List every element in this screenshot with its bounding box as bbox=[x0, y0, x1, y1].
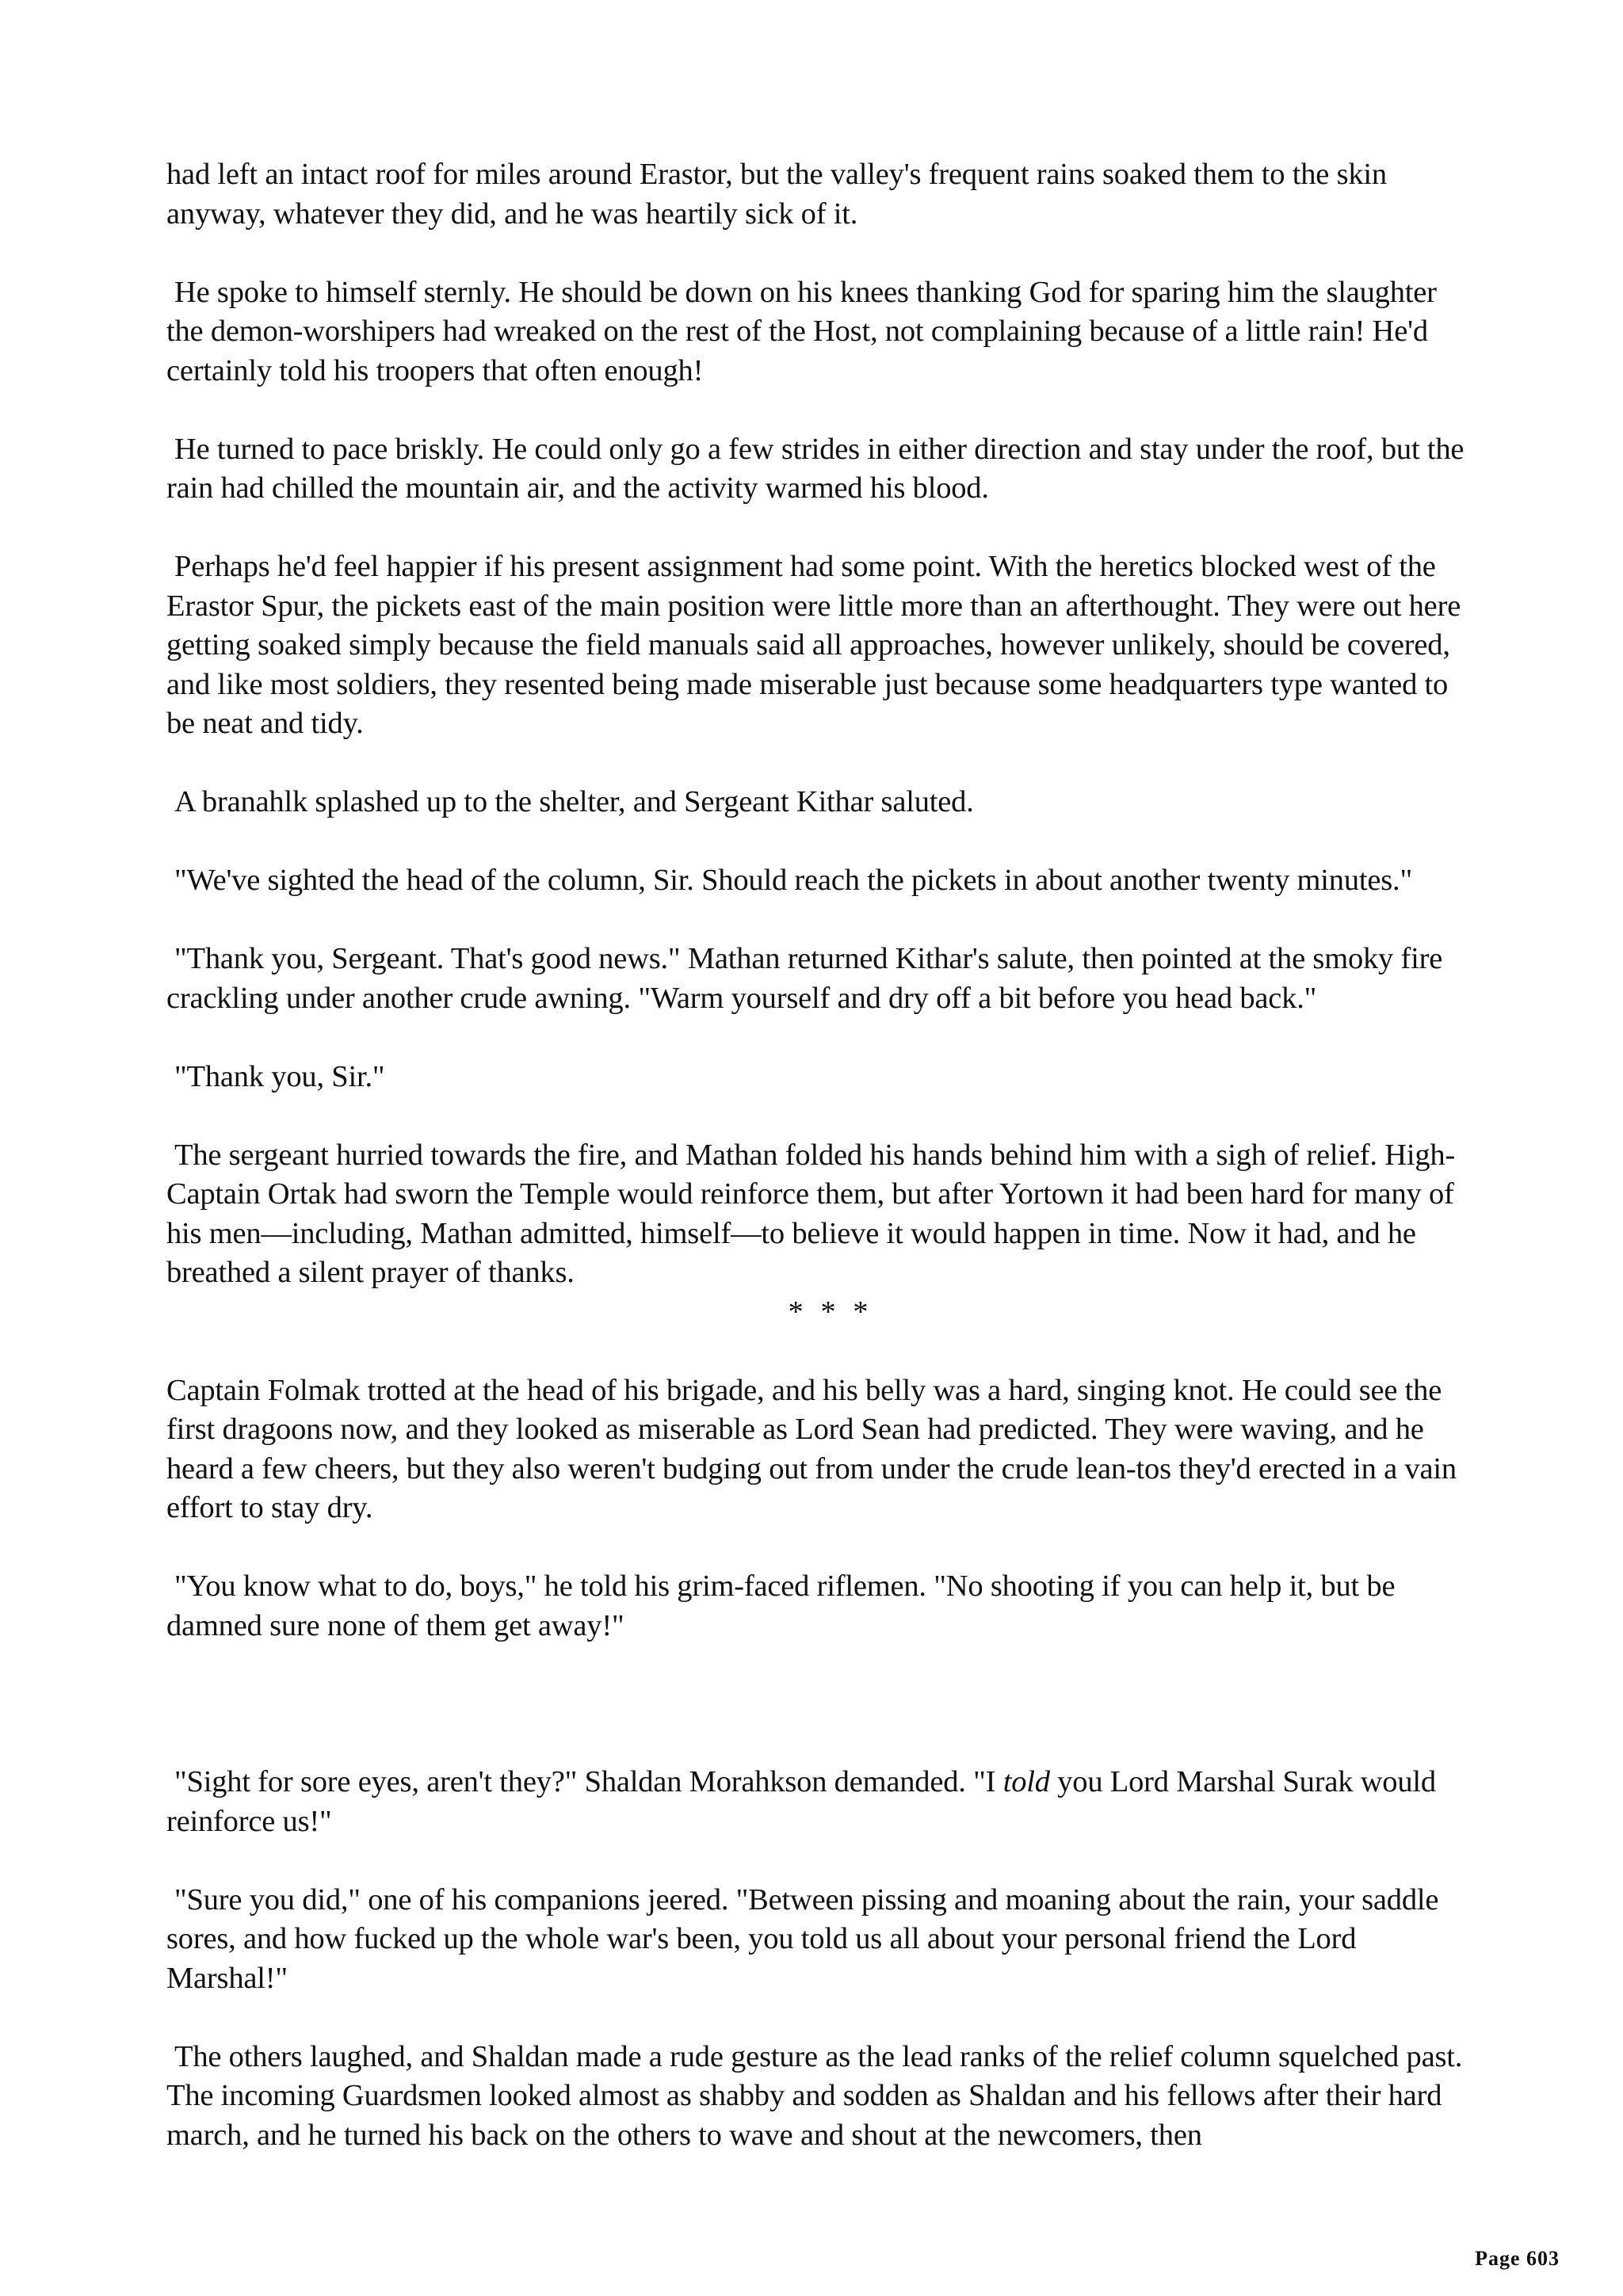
paragraph: "Sure you did," one of his companions jeered. "Between pissing and moaning about the rain, your saddle sores, and how fucked up the whole war's been, you told us all about your personal friend the Lord Marshal!" bbox=[166, 1882, 1439, 1995]
paragraph: "Thank you, Sergeant. That's good news." Mathan returned Kithar's salute, then pointed at the smoky fire crackling under another crude awning. "Warm yourself and dry off a bit before you head back." bbox=[166, 942, 1443, 1015]
section-gap bbox=[166, 1646, 1466, 1763]
paragraph: A branahlk splashed up to the shelter, and Sergeant Kithar saluted. bbox=[174, 785, 974, 818]
paragraph-text-before: "Sight for sore eyes, aren't they?" Shaldan Morahkson demanded. "I bbox=[174, 1765, 1003, 1798]
paragraph: The others laughed, and Shaldan made a rude gesture as the lead ranks of the relief column squelched past. The incoming Guardsmen looked almost as shabby and sodden as Shaldan and his fellows after their hard march, and he turned his back on the others to wave and shout at the newcomers, then bbox=[166, 2039, 1463, 2152]
paragraph: had left an intact roof for miles around Erastor, but the valley's frequent rains soaked them to the skin anyway, whatever they did, and he was heartily sick of it. bbox=[166, 158, 1387, 231]
text-column bbox=[166, 155, 1466, 2155]
paragraph: Perhaps he'd feel happier if his present assignment had some point. With the heretics blocked west of the Erastor Spur, the pickets east of the main position were little more than an afterthought. They were out here getting soaked simply because the field manuals said all approaches, however unlikely, should be covered, and like most soldiers, they resented being made miserable just because some headquarters type wanted to be neat and tidy. bbox=[166, 550, 1461, 740]
scene-break: * * * bbox=[788, 1295, 873, 1329]
paragraph-with-emphasis bbox=[166, 1763, 1466, 1841]
paragraph: The sergeant hurried towards the fire, and Mathan folded his hands behind him with a sigh of relief. High-Captain Ortak had sworn the Temple would reinforce them, but after Yortown it had been hard for many of his men—including, Mathan admitted, himself—to believe it would happen in time. Now it had, and he breathed a silent prayer of thanks. bbox=[166, 1138, 1456, 1289]
paragraph: He turned to pace briskly. He could only go a few strides in either direction and stay under the roof, but the rain had chilled the mountain air, and the activity warmed his blood. bbox=[166, 432, 1465, 505]
paragraph: He spoke to himself sternly. He should be down on his knees thanking God for sparing him the slaughter the demon-worshipers had wreaked on the rest of the Host, not complaining because of a little rain! He'd certainly told his troopers that often enough! bbox=[166, 275, 1437, 387]
paragraph: "You know what to do, boys," he told his grim-faced riflemen. "No shooting if you can help it, but be damned sure none of them get away!" bbox=[166, 1569, 1396, 1642]
paragraph: "We've sighted the head of the column, Sir. Should reach the pickets in about another twenty minutes." bbox=[174, 864, 1412, 897]
page-number: Page 603 bbox=[1475, 2247, 1560, 2270]
emphasized-word: told bbox=[1002, 1765, 1050, 1798]
paragraph-text-after: you Lord Marshal Surak would reinforce us!" bbox=[166, 1765, 1436, 1838]
paragraph: "Thank you, Sir." bbox=[174, 1059, 385, 1093]
paragraph: Captain Folmak trotted at the head of his brigade, and his belly was a hard, singing knot. He could see the first dragoons now, and they looked as miserable as Lord Sean had predicted. They were waving, and he heard a few cheers, but they also weren't budging out from under the crude lean-tos they'd erected in a vain effort to stay dry. bbox=[166, 1373, 1457, 1524]
